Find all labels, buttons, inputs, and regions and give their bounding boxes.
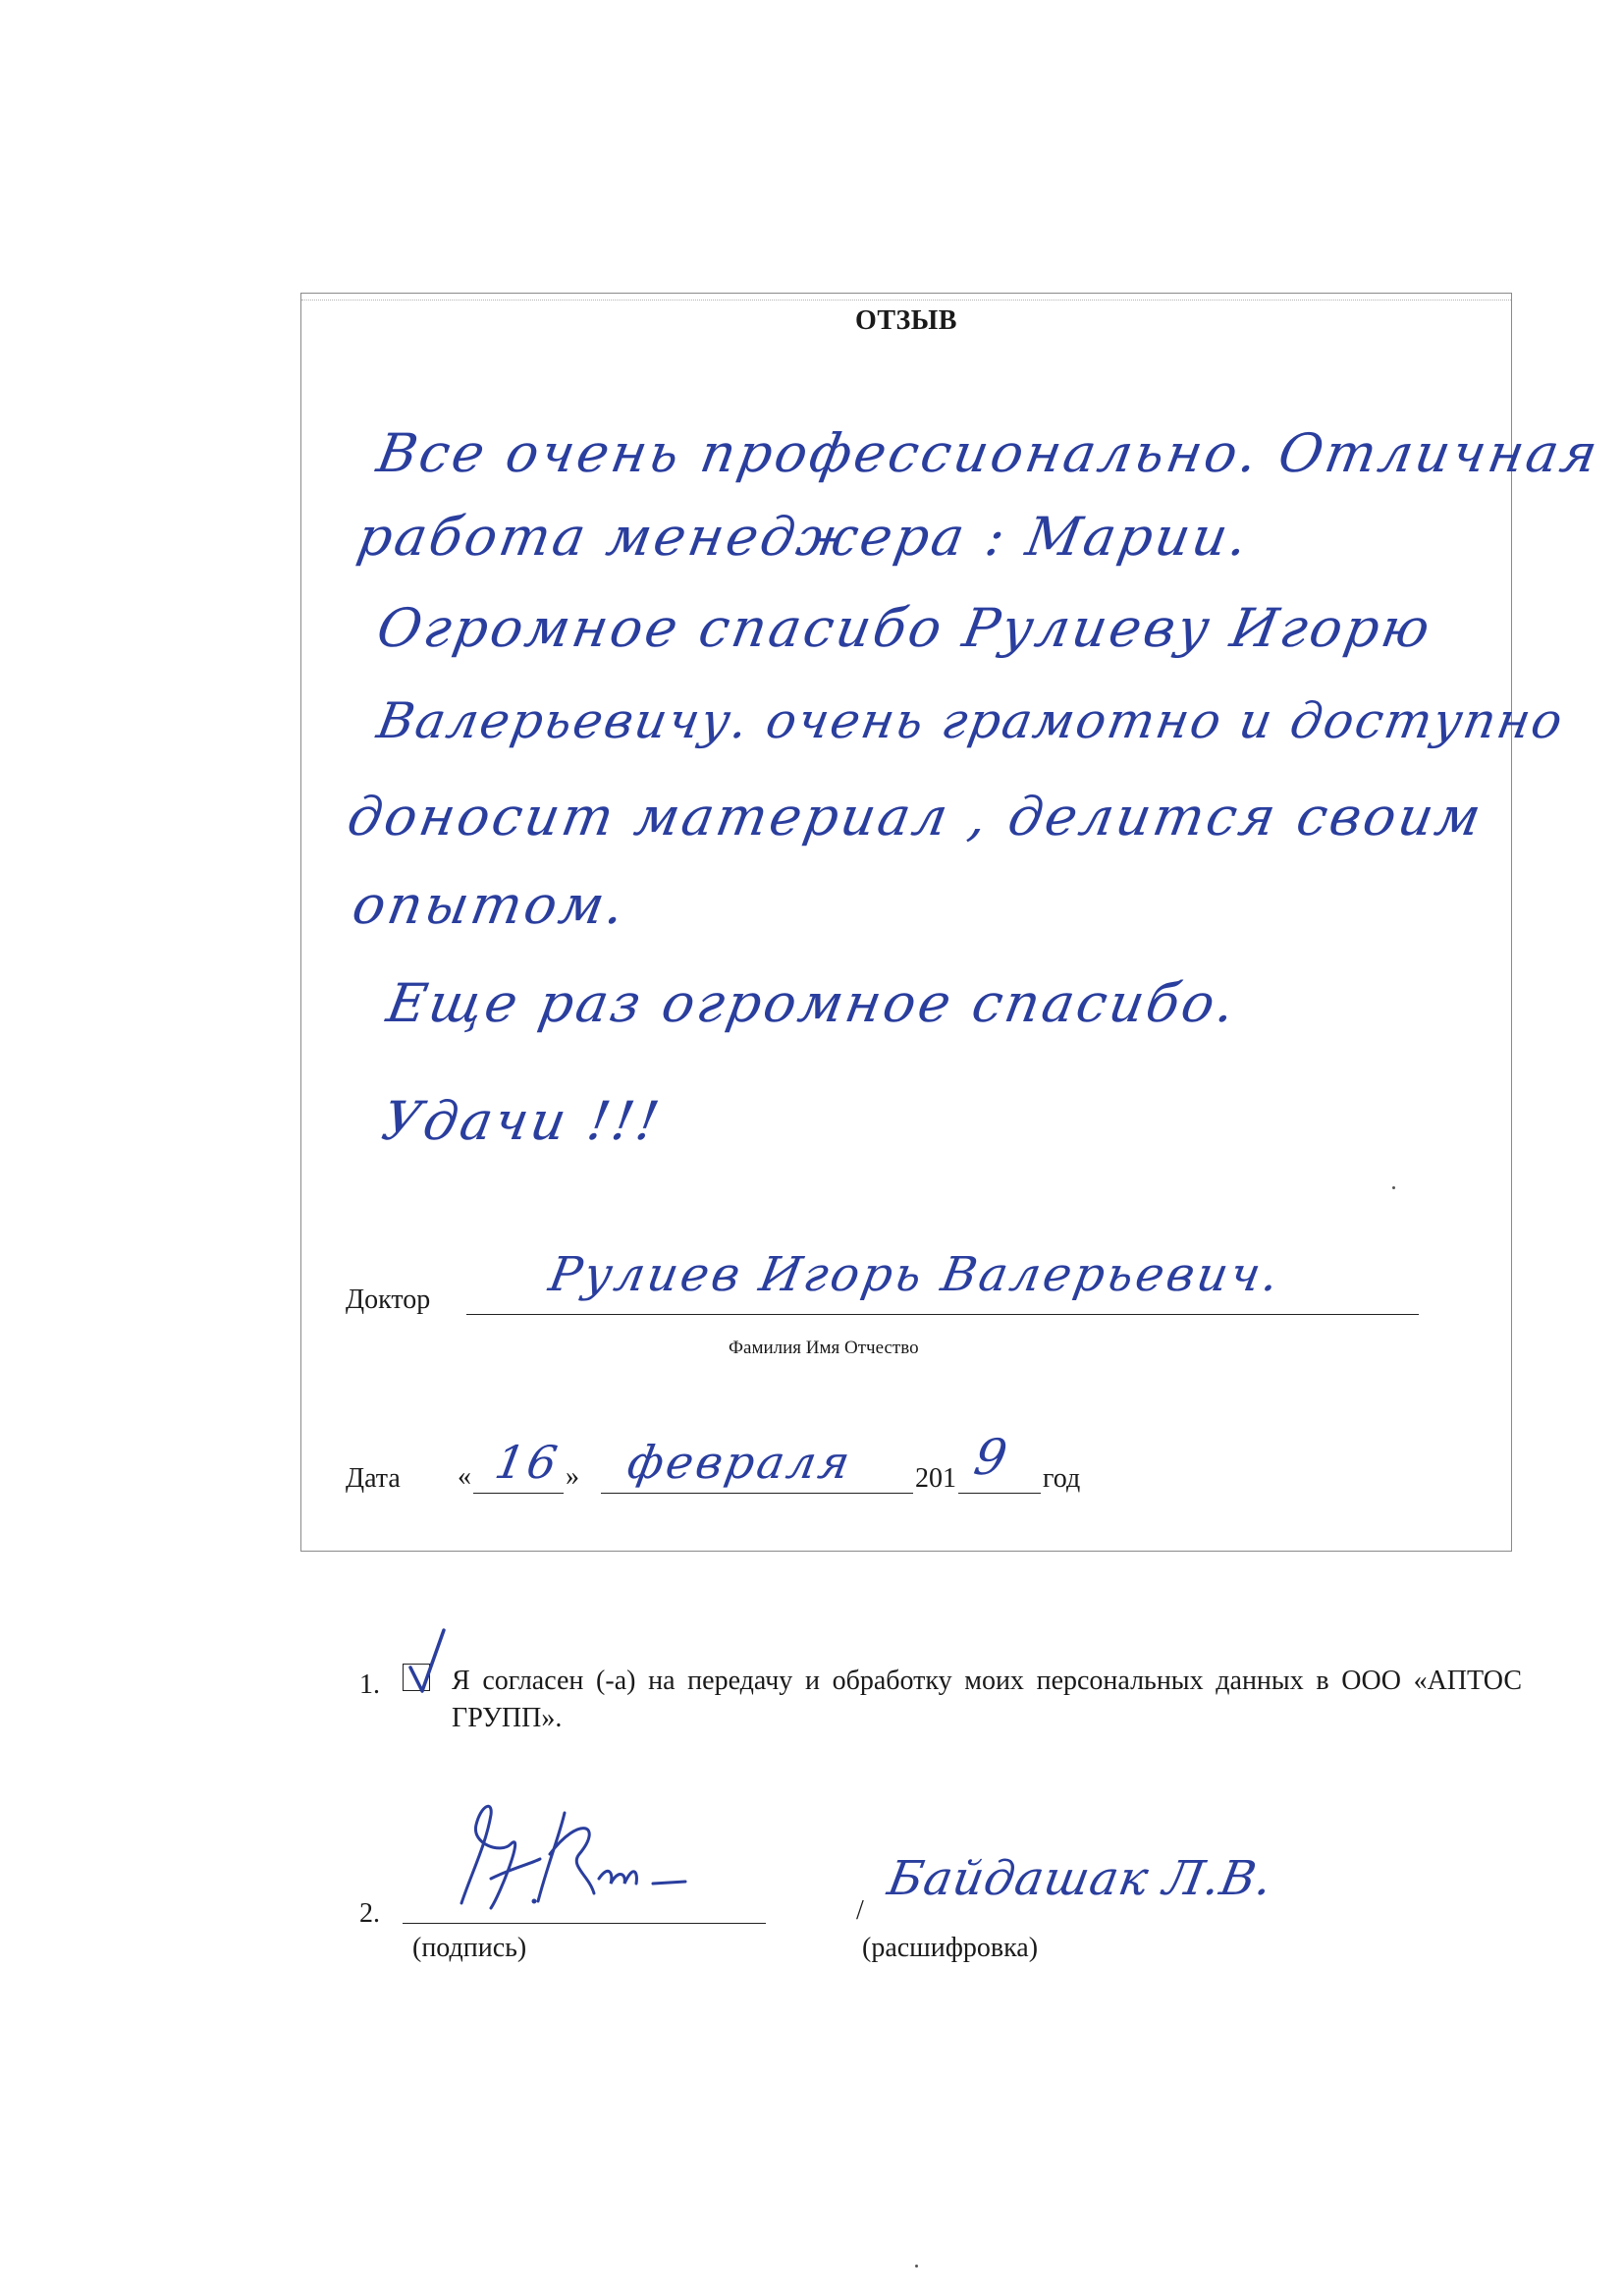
doctor-name-caption: Фамилия Имя Отчество bbox=[729, 1338, 919, 1358]
review-line: Валерьевичу. очень грамотно и доступно bbox=[372, 692, 1569, 749]
doctor-name-line bbox=[466, 1314, 1419, 1315]
date-open-quote: « bbox=[458, 1461, 471, 1492]
year-line bbox=[958, 1493, 1041, 1494]
signature-caption: (подпись) bbox=[412, 1933, 527, 1963]
doctor-name-value[interactable]: Рулиев Игорь Валерьевич. bbox=[545, 1247, 1286, 1302]
signature-separator: / bbox=[856, 1895, 864, 1926]
review-line: Огромное спасибо Рулиеву Игорю bbox=[372, 597, 1437, 659]
review-line: Еще раз огромное спасибо. bbox=[382, 972, 1243, 1034]
stray-mark bbox=[915, 2265, 918, 2268]
review-line: Удачи !!! bbox=[377, 1090, 667, 1152]
date-label: Дата bbox=[346, 1463, 401, 1494]
item-1-number: 1. bbox=[359, 1669, 380, 1700]
form-title: ОТЗЫВ bbox=[855, 305, 957, 336]
date-day-line bbox=[473, 1493, 564, 1494]
year-digit-value[interactable]: 9 bbox=[969, 1429, 1014, 1486]
year-prefix: 201 bbox=[915, 1463, 956, 1494]
decoding-value[interactable]: Байдашак Л.В. bbox=[884, 1851, 1277, 1906]
year-word: год bbox=[1043, 1463, 1081, 1494]
doctor-label: Доктор bbox=[346, 1285, 431, 1315]
review-line: опытом. bbox=[348, 874, 632, 936]
handwritten-signature[interactable] bbox=[432, 1785, 697, 1933]
date-month-line bbox=[601, 1493, 913, 1494]
decoding-caption: (расшифровка) bbox=[862, 1933, 1039, 1963]
date-month-value[interactable]: февраля bbox=[623, 1436, 857, 1489]
date-day-value[interactable]: 16 bbox=[491, 1436, 565, 1489]
stray-mark bbox=[1392, 1186, 1395, 1189]
review-line: Все очень профессионально. Отличная bbox=[372, 422, 1605, 484]
review-line: работа менеджера : Марии. bbox=[352, 506, 1256, 568]
checkmark-icon bbox=[405, 1624, 454, 1701]
review-line: доносит материал , делится своим bbox=[343, 786, 1488, 847]
item-2-number: 2. bbox=[359, 1898, 380, 1929]
consent-text: Я согласен (-а) на передачу и обработку моих персональных данных в ООО «АПТОС ГРУПП». bbox=[452, 1666, 1522, 1733]
date-close-quote: » bbox=[566, 1461, 579, 1492]
